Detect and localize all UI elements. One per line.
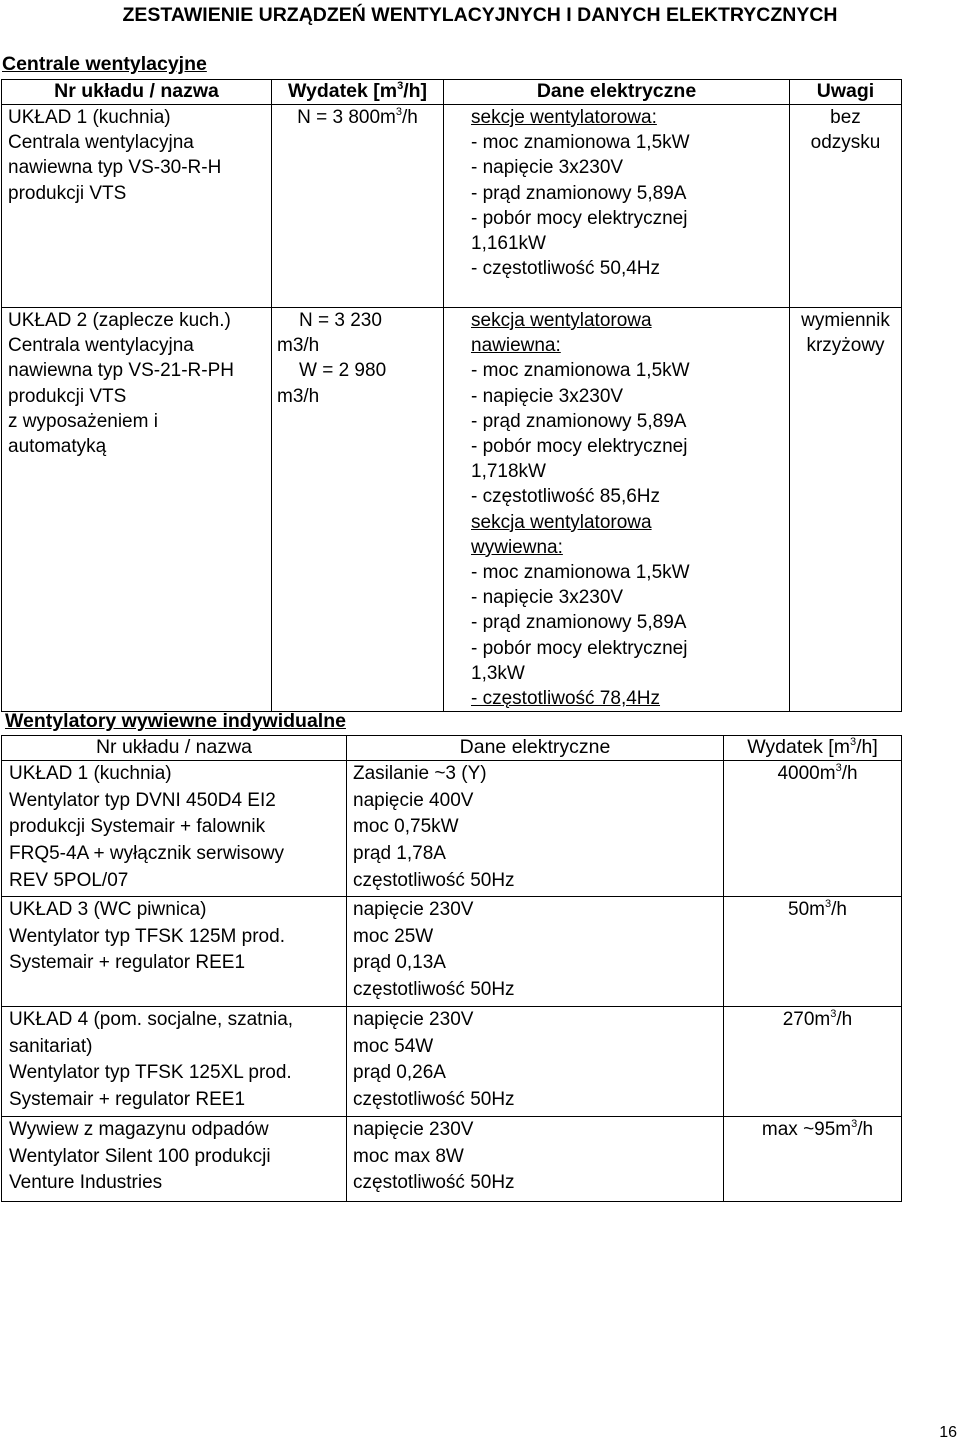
table-header-row xyxy=(2,80,902,105)
column-header-name: Nr układu / nazwa xyxy=(2,736,347,761)
electrical-data-cell: sekcje wentylatorowa: - moc znamionowa 1,5kW - napięcie 3x230V - prąd znamionowy 5,89A - pobór mocy elektrycznej 1,161kW - częstotliwość 50,4Hz xyxy=(444,105,790,308)
table-row xyxy=(2,897,902,1007)
section-heading-centrale: Centrale wentylacyjne xyxy=(2,53,207,75)
table-row xyxy=(2,761,902,897)
electrical-data-cell: napięcie 230V moc 25W prąd 0,13A częstotliwość 50Hz xyxy=(347,897,724,1007)
flow-cell: $270m^3/h$ xyxy=(724,1007,902,1117)
table-header-row xyxy=(2,736,902,761)
column-header-flow: Wydatek $[m^3/h]$ xyxy=(272,80,444,105)
exhaust-fans-table xyxy=(1,735,902,1202)
fan-name-cell: UKŁAD 4 (pom. socjalne, szatnia, sanitariat) Wentylator typ TFSK 125XL prod. Systemair + regulator REE1 xyxy=(2,1007,347,1117)
flow-cell: N = 3 $800m^3/h$ xyxy=(272,105,444,308)
electrical-data-cell: napięcie 230V moc max 8W częstotliwość 50Hz xyxy=(347,1117,724,1202)
flow-cell: $4000m^3/h$ xyxy=(724,761,902,897)
electrical-data-cell: Zasilanie ~3 (Y) napięcie 400V moc 0,75kW prąd 1,78A częstotliwość 50Hz xyxy=(347,761,724,897)
unit-name-cell: UKŁAD 2 (zaplecze kuch.) Centrala wentylacyjna nawiewna typ VS-21-R-PH produkcji VTS z wyposażeniem i automatyką xyxy=(2,308,272,712)
page-number: 16 xyxy=(939,1424,957,1441)
fan-name-cell: Wywiew z magazynu odpadów Wentylator Silent 100 produkcji Venture Industries xyxy=(2,1117,347,1202)
air-handling-units-table xyxy=(1,79,902,712)
fan-name-cell: UKŁAD 3 (WC piwnica) Wentylator typ TFSK 125M prod. Systemair + regulator REE1 xyxy=(2,897,347,1007)
table-row xyxy=(2,1007,902,1117)
table-row xyxy=(2,1117,902,1202)
column-header-electrical: Dane elektryczne xyxy=(347,736,724,761)
electrical-data-cell: napięcie 230V moc 54W prąd 0,26A częstotliwość 50Hz xyxy=(347,1007,724,1117)
table-row xyxy=(2,308,902,712)
section-heading-wentylatory: Wentylatory wywiewne indywidualne xyxy=(5,710,346,732)
electrical-data-cell: sekcja wentylatorowa nawiewna: - moc znamionowa 1,5kW - napięcie 3x230V - prąd znamionowy 5,89A - pobór mocy elektrycznej 1,718kW - częstotliwość 85,6Hz sekcja wentylatorowa wywiewna: - moc znamionowa 1,5kW - napięcie 3x230V - prąd znamionowy 5,89A - pobór mocy elektrycznej 1,3kW - częstotliwość 78,4Hz xyxy=(444,308,790,712)
page-title: ZESTAWIENIE URZĄDZEŃ WENTYLACYJNYCH I DANYCH ELEKTRYCZNYCH xyxy=(122,4,838,26)
flow-cell: N = 3 230 m3/h W = 2 980 m3/h xyxy=(272,308,444,712)
flow-cell: $50m^3/h$ xyxy=(724,897,902,1007)
column-header-electrical: Dane elektryczne xyxy=(444,80,790,105)
fan-name-cell: UKŁAD 1 (kuchnia) Wentylator typ DVNI 450D4 EI2 produkcji Systemair + falownik FRQ5-4A + wyłącznik serwisowy REV 5POL/07 xyxy=(2,761,347,897)
notes-cell: bez odzysku xyxy=(790,105,902,308)
column-header-notes: Uwagi xyxy=(790,80,902,105)
flow-cell: $\max \sim 95m^3/h$ xyxy=(724,1117,902,1202)
unit-name-cell: UKŁAD 1 (kuchnia) Centrala wentylacyjna nawiewna typ VS-30-R-H produkcji VTS xyxy=(2,105,272,308)
notes-cell: wymiennik krzyżowy xyxy=(790,308,902,712)
column-header-name: Nr układu / nazwa xyxy=(2,80,272,105)
table-row xyxy=(2,105,902,308)
column-header-flow: Wydatek $[m^3/h]$ xyxy=(724,736,902,761)
